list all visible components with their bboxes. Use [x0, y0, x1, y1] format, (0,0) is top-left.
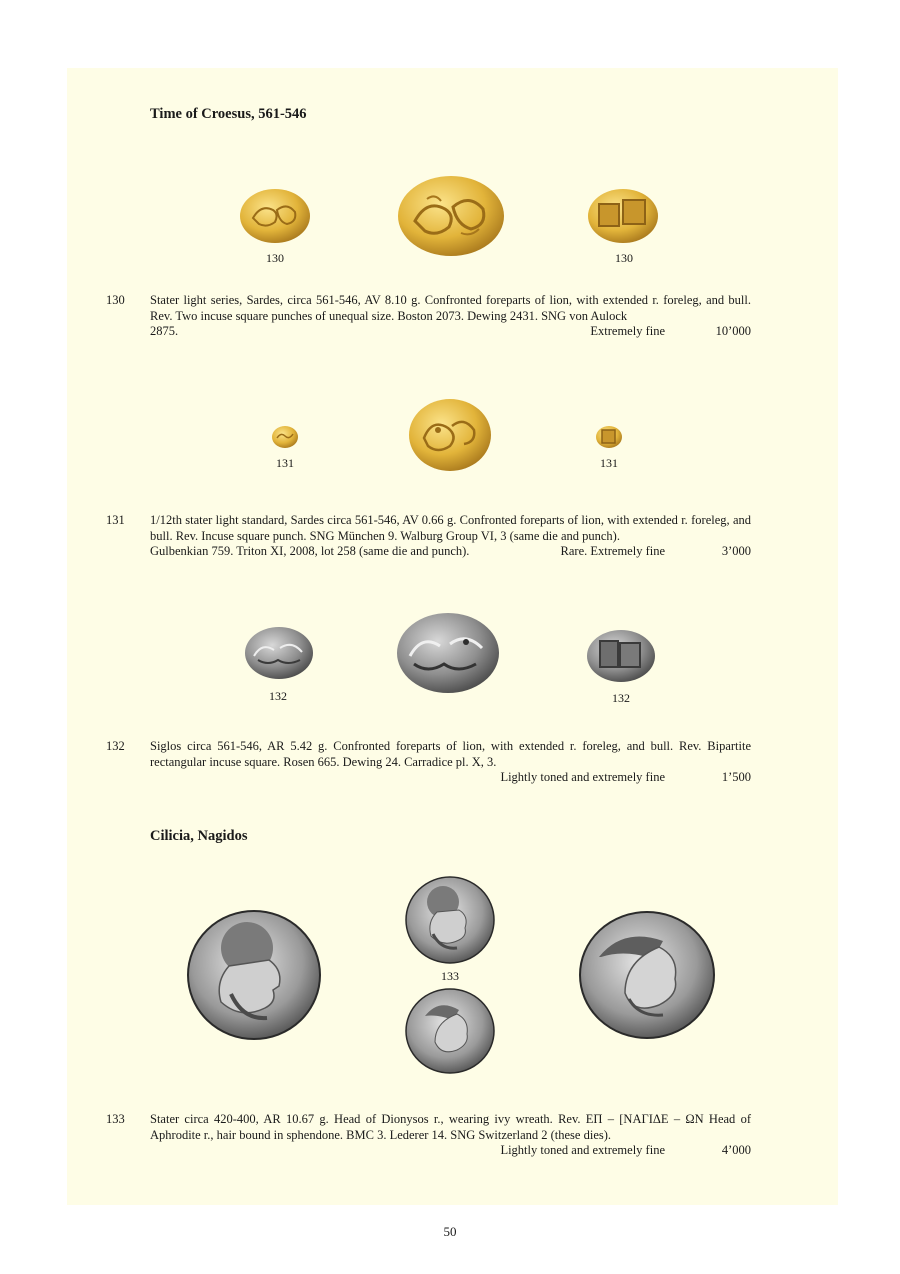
section-heading-croesus: Time of Croesus, 561-546: [150, 106, 307, 122]
lot-estimate: 1’500: [721, 770, 751, 784]
lot-estimate: 4’000: [721, 1143, 751, 1157]
lot-estimate: 10’000: [715, 324, 751, 338]
coin-132-obverse-image: [244, 626, 314, 680]
coin-caption: 131: [600, 456, 618, 470]
page-number: 50: [443, 1224, 457, 1239]
lot-estimate: 3’000: [721, 544, 751, 558]
coin-caption: 132: [612, 691, 630, 705]
coin-caption: 133: [441, 969, 459, 983]
coin-caption: 130: [266, 251, 284, 265]
lot-description: [150, 293, 751, 340]
lot-number: 133: [106, 1112, 125, 1126]
lot-description: [150, 739, 751, 786]
section-heading-nagidos: Cilicia, Nagidos: [150, 828, 248, 844]
coin-130-reverse-image: [587, 188, 659, 244]
coin-131-obverse-enlarged-image: [408, 398, 492, 472]
lot-description-text: Siglos circa 561-546, AR 5.42 g. Confronted foreparts of lion, with extended r. foreleg, and bull. Rev. Bipartite rectangular incuse square. Rosen 665. Dewing 24. Carradice pl. X, 3.: [150, 739, 751, 769]
coin-131-obverse-image: [271, 425, 299, 449]
lot-description-text: 1/12th stater light standard, Sardes circa 561-546, AV 0.66 g. Confronted foreparts of lion, with extended r. foreleg, and bull. Rev. Incuse square punch. SNG München 9. Walburg Group VI, 3 (same die and punch).: [150, 513, 751, 543]
coin-133-reverse-image: [405, 988, 495, 1074]
coin-caption: 130: [615, 251, 633, 265]
lot-description-end: 2875.: [150, 324, 179, 338]
lot-grade: Extremely fine: [590, 324, 665, 338]
coin-caption: 131: [276, 456, 294, 470]
lot-description-text: Stater circa 420-400, AR 10.67 g. Head of Dionysos r., wearing ivy wreath. Rev. ΕΠ – [ΝΑΓΙΔΕ – ΩΝ Head of Aphrodite r., hair bound in sphendone. BMC 3. Lederer 14. SNG Switzerland 2 (these dies).: [150, 1112, 751, 1142]
coin-132-reverse-image: [586, 629, 656, 683]
lot-grade: Rare. Extremely fine: [560, 544, 665, 558]
coin-133-obverse-enlarged-image: [187, 908, 321, 1042]
lot-number: 132: [106, 739, 125, 753]
lot-description-end: Gulbenkian 759. Triton XI, 2008, lot 258 (same die and punch).: [150, 544, 470, 558]
coin-130-obverse-enlarged-image: [397, 175, 505, 257]
lot-number: 130: [106, 293, 125, 307]
lot-grade: Lightly toned and extremely fine: [500, 1143, 665, 1157]
coin-caption: 132: [269, 689, 287, 703]
lot-grade: Lightly toned and extremely fine: [500, 770, 665, 784]
coin-130-obverse-image: [239, 188, 311, 244]
lot-description-text: Stater light series, Sardes, circa 561-546, AV 8.10 g. Confronted foreparts of lion, with extended r. foreleg, and bull. Rev. Two incuse square punches of unequal size. Boston 2073. Dewing 2431. SNG von Aulock: [150, 293, 751, 323]
coin-132-obverse-enlarged-image: [396, 612, 500, 694]
lot-description: [150, 1112, 751, 1159]
coin-131-reverse-image: [595, 425, 623, 449]
lot-description: [150, 513, 751, 560]
lot-number: 131: [106, 513, 125, 527]
coin-133-reverse-enlarged-image: [579, 911, 715, 1039]
coin-133-obverse-image: [405, 876, 495, 964]
